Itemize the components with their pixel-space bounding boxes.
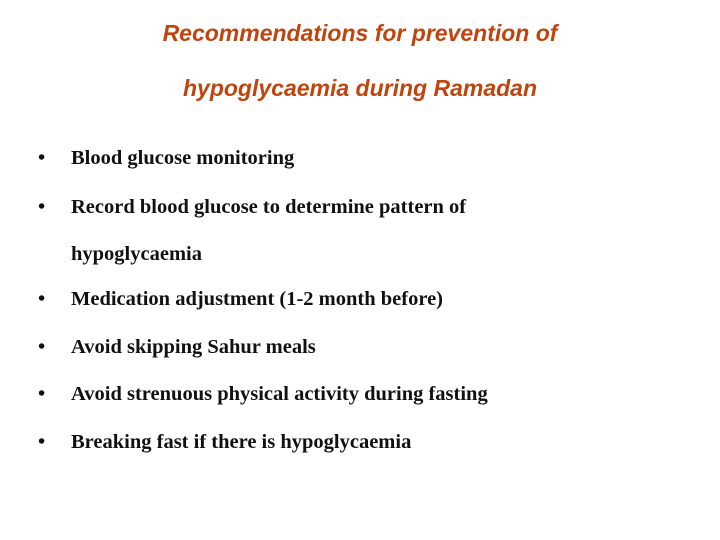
bullet-text: Record blood glucose to determine pattern of [71, 196, 467, 218]
bullet-dot-icon: • [38, 431, 46, 453]
bullet-text: Avoid skipping Sahur meals [71, 336, 316, 358]
bullet-text: Medication adjustment (1-2 month before) [71, 288, 443, 310]
bullet-text: Breaking fast if there is hypoglycaemia [71, 431, 412, 453]
bullet-text-continuation: hypoglycaemia [71, 243, 202, 265]
bullet-text: Blood glucose monitoring [71, 147, 295, 169]
bullet-dot-icon: • [38, 147, 46, 169]
bullet-dot-icon: • [38, 196, 46, 218]
bullet-text: Avoid strenuous physical activity during fasting [71, 383, 488, 405]
bullet-dot-icon: • [38, 383, 46, 405]
slide-title-line-1: Recommendations for prevention of [162, 20, 558, 46]
slide-title-line-2: hypoglycaemia during Ramadan [182, 75, 538, 101]
bullet-dot-icon: • [38, 336, 46, 358]
bullet-dot-icon: • [38, 288, 46, 310]
